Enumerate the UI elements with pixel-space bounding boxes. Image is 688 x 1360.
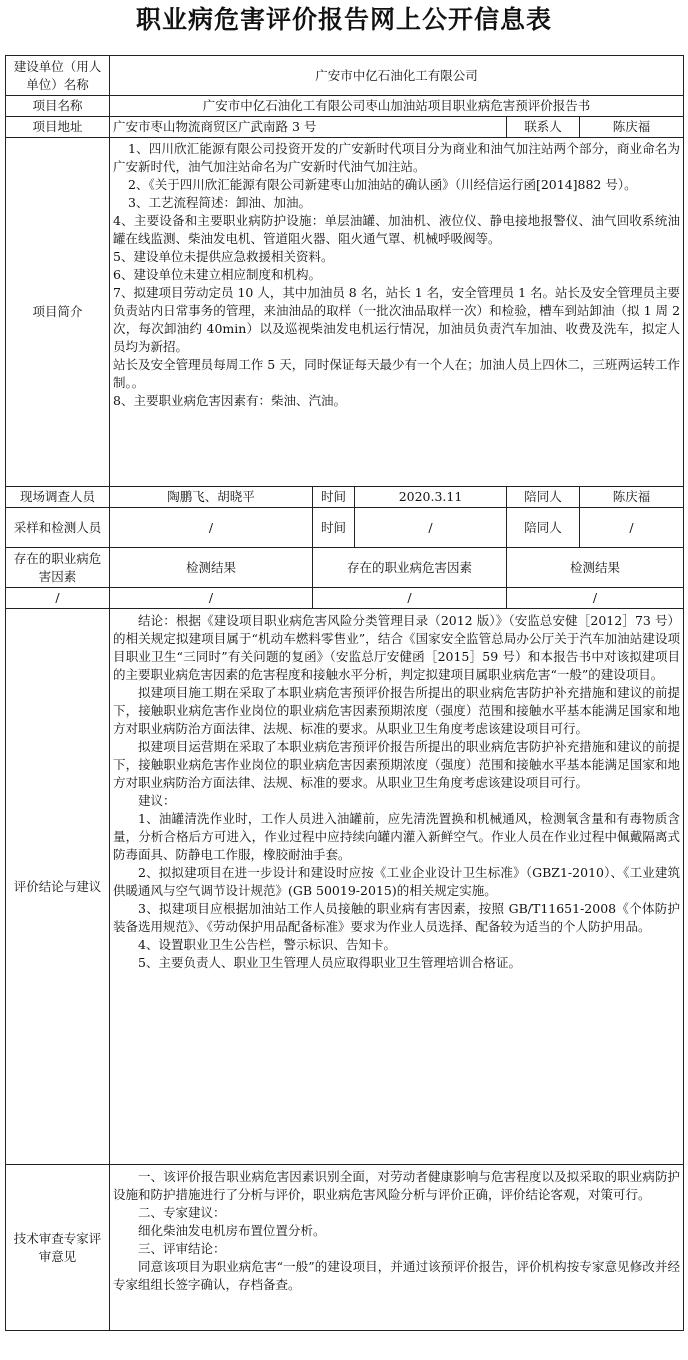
suggestion-item: 2、拟拟建项目在进一步设计和建设时应按《工业企业设计卫生标准》（GBZ1-2010）、《工业建筑供暖通风与空气调节设计规范》(GB 50019-2015)的相关规定实施。 xyxy=(113,865,681,898)
conclusion-paragraph: 结论：根据《建设项目职业病危害风险分类管理目录（2012 版）》（安监总安健［2012］73 号）的相关规定拟建项目属于“机动车燃料零售业”，结合《国家安全监管总局办公厅关于汽车加油站建设项目职业卫生“三同时”有关问题的复函》（安监总厅安健函［2015］59 号）和本报告书中对该拟建项目的主要职业病危害因素的危害程度和接触水平分析，判定拟建项目属职业病危害“一般”的建设项目。 xyxy=(113,613,681,682)
row-project-address xyxy=(6,117,684,138)
result-value-2: / xyxy=(507,588,684,609)
conclusion-paragraph: 拟建项目施工期在采取了本职业病危害预评价报告所提出的职业病危害防护补充措施和建议的前提下，接触职业病危害作业岗位的职业病危害因素预期浓度（强度）范围和接触水平基本能满足国家和地方对职业病防治方面法律、法规、标准的要求。从职业卫生角度考虑该建设项目可行。 xyxy=(113,685,681,736)
project-address-label: 项目地址 xyxy=(6,117,110,138)
suggestion-item: 1、油罐清洗作业时，工作人员进入油罐前，应先清洗置换和机械通风，检测氧含量和有毒物质含量，分析合格后方可进入，作业过程中应持续向罐内灌入新鲜空气。作业人员在作业过程中佩戴隔离式防毒面具、防静电工作服，橡胶耐油手套。 xyxy=(113,811,681,862)
survey-time-value: 2020.3.11 xyxy=(355,487,507,508)
test-result-label: 检测结果 xyxy=(110,548,313,588)
contact-label: 联系人 xyxy=(507,117,580,138)
test-result-label-2: 检测结果 xyxy=(507,548,684,588)
hazard-factors-label: 存在的职业病危害因素 xyxy=(6,548,110,588)
sampling-time-label: 时间 xyxy=(313,508,355,548)
unit-value: 广安市中亿石油化工有限公司 xyxy=(110,56,684,96)
summary-paragraph: 站长及安全管理员每周工作 5 天，同时保证每天最少有一个人在；加油人员上四休二，三班两运转工作制。。 xyxy=(113,357,681,390)
hazard-factors-label-2: 存在的职业病危害因素 xyxy=(313,548,507,588)
survey-companion-value: 陈庆福 xyxy=(580,487,684,508)
contact-value: 陈庆福 xyxy=(580,117,684,138)
summary-paragraph: 4、主要设备和主要职业病防护设施：单层油罐、加油机、液位仪、静电接地报警仪、油气回收系统油罐在线监测、柴油发电机、管道阻火器、阻火通气罩、机械呼吸阀等。 xyxy=(113,213,681,246)
unit-label: 建设单位（用人单位）名称 xyxy=(6,56,110,96)
conclusion-label: 评价结论与建议 xyxy=(6,609,110,1165)
summary-label: 项目简介 xyxy=(6,138,110,487)
summary-paragraph: 7、拟建项目劳动定员 10 人，其中加油员 8 名，站长 1 名，安全管理员 1 名。站长及安全管理员主要负责站内日常事务的管理，来油油品的取样（一批次油品取样一次）和检验，槽车到站卸油（拟 1 周 2 次，每次卸油约 40min）以及巡视柴油发电机运行情况，加油员负责汽车加油、收费及洗车，拟定人员均为新招。 xyxy=(113,285,681,354)
expert-paragraph: 三、评审结论： xyxy=(138,1241,226,1256)
conclusion-paragraph: 拟建项目运营期在采取了本职业病危害预评价报告所提出的职业病危害防护补充措施和建议的前提下，接触职业病危害作业岗位的职业病危害因素预期浓度（强度）范围和接触水平基本能满足国家和地方对职业病防治方面法律、法规、标准的要求。从职业卫生角度考虑该建设项目可行。 xyxy=(113,739,681,790)
sampling-staff-value: / xyxy=(110,508,313,548)
sampling-staff-label: 采样和检测人员 xyxy=(6,508,110,548)
info-table xyxy=(5,55,684,1331)
expert-paragraph: 细化柴油发电机房布置位置分析。 xyxy=(138,1223,326,1238)
sampling-companion-value: / xyxy=(580,508,684,548)
conclusion-content xyxy=(110,609,684,1165)
row-hazard-values xyxy=(6,588,684,609)
project-name-value: 广安市中亿石油化工有限公司枣山加油站项目职业病危害预评价报告书 xyxy=(110,96,684,117)
survey-time-label: 时间 xyxy=(313,487,355,508)
survey-staff-value: 陶鹏飞、胡晓平 xyxy=(110,487,313,508)
hazard-value-2: / xyxy=(313,588,507,609)
page-title: 职业病危害评价报告网上公开信息表 xyxy=(135,5,552,34)
expert-review-label: 技术审查专家评审意见 xyxy=(6,1165,110,1331)
sampling-companion-label: 陪同人 xyxy=(507,508,580,548)
summary-paragraph: 2、《关于四川欣汇能源有限公司新建枣山加油站的确认函》（川经信运行函[2014]882 号）。 xyxy=(128,177,637,192)
survey-staff-label: 现场调查人员 xyxy=(6,487,110,508)
row-sampling xyxy=(6,508,684,548)
suggestion-heading: 建议： xyxy=(138,793,176,808)
summary-paragraph: 1、四川欣汇能源有限公司投资开发的广安新时代项目分为商业和油气加注站两个部分，商业命名为广安新时代，油气加注站命名为广安新时代油气加注站。 xyxy=(113,141,681,174)
suggestion-item: 3、拟建项目应根据加油站工作人员接触的职业病有害因素，按照 GB/T11651-2008《个体防护装备选用规范》、《劳动保护用品配备标准》要求为作业人员选择、配备较为适当的个人防护用品。 xyxy=(113,901,681,934)
summary-paragraph: 3、工艺流程简述：卸油、加油。 xyxy=(128,195,311,210)
summary-paragraph: 8、主要职业病危害因素有：柴油、汽油。 xyxy=(113,393,346,408)
row-conclusion xyxy=(6,609,684,1165)
summary-paragraph: 5、建设单位未提供应急救援相关资料。 xyxy=(113,249,334,264)
suggestion-item: 4、设置职业卫生公告栏，警示标识、告知卡。 xyxy=(138,937,396,952)
row-unit xyxy=(6,56,684,96)
row-hazard-header xyxy=(6,548,684,588)
row-expert-review xyxy=(6,1165,684,1331)
expert-paragraph: 二、专家建议： xyxy=(138,1205,226,1220)
suggestion-item: 5、主要负责人、职业卫生管理人员应取得职业卫生管理培训合格证。 xyxy=(138,955,521,970)
project-address-value: 广安市枣山物流商贸区广武南路 3 号 xyxy=(110,117,507,138)
result-value-1: / xyxy=(110,588,313,609)
expert-paragraph: 一、该评价报告职业病危害因素识别全面，对劳动者健康影响与危害程度以及拟采取的职业病防护设施和防护措施进行了分析与评价，职业病危害风险分析与评价正确，评价结论客观，对策可行。 xyxy=(113,1169,681,1202)
row-summary xyxy=(6,138,684,487)
sampling-time-value: / xyxy=(355,508,507,548)
expert-paragraph: 同意该项目为职业病危害“一般”的建设项目，并通过该预评价报告，评价机构按专家意见修改并经专家组组长签字确认，存档备查。 xyxy=(113,1259,681,1292)
expert-review-content xyxy=(110,1165,684,1331)
summary-content xyxy=(110,138,684,487)
row-project-name xyxy=(6,96,684,117)
row-survey xyxy=(6,487,684,508)
project-name-label: 项目名称 xyxy=(6,96,110,117)
summary-paragraph: 6、建设单位未建立相应制度和机构。 xyxy=(113,267,321,282)
hazard-value-1: / xyxy=(6,588,110,609)
survey-companion-label: 陪同人 xyxy=(507,487,580,508)
